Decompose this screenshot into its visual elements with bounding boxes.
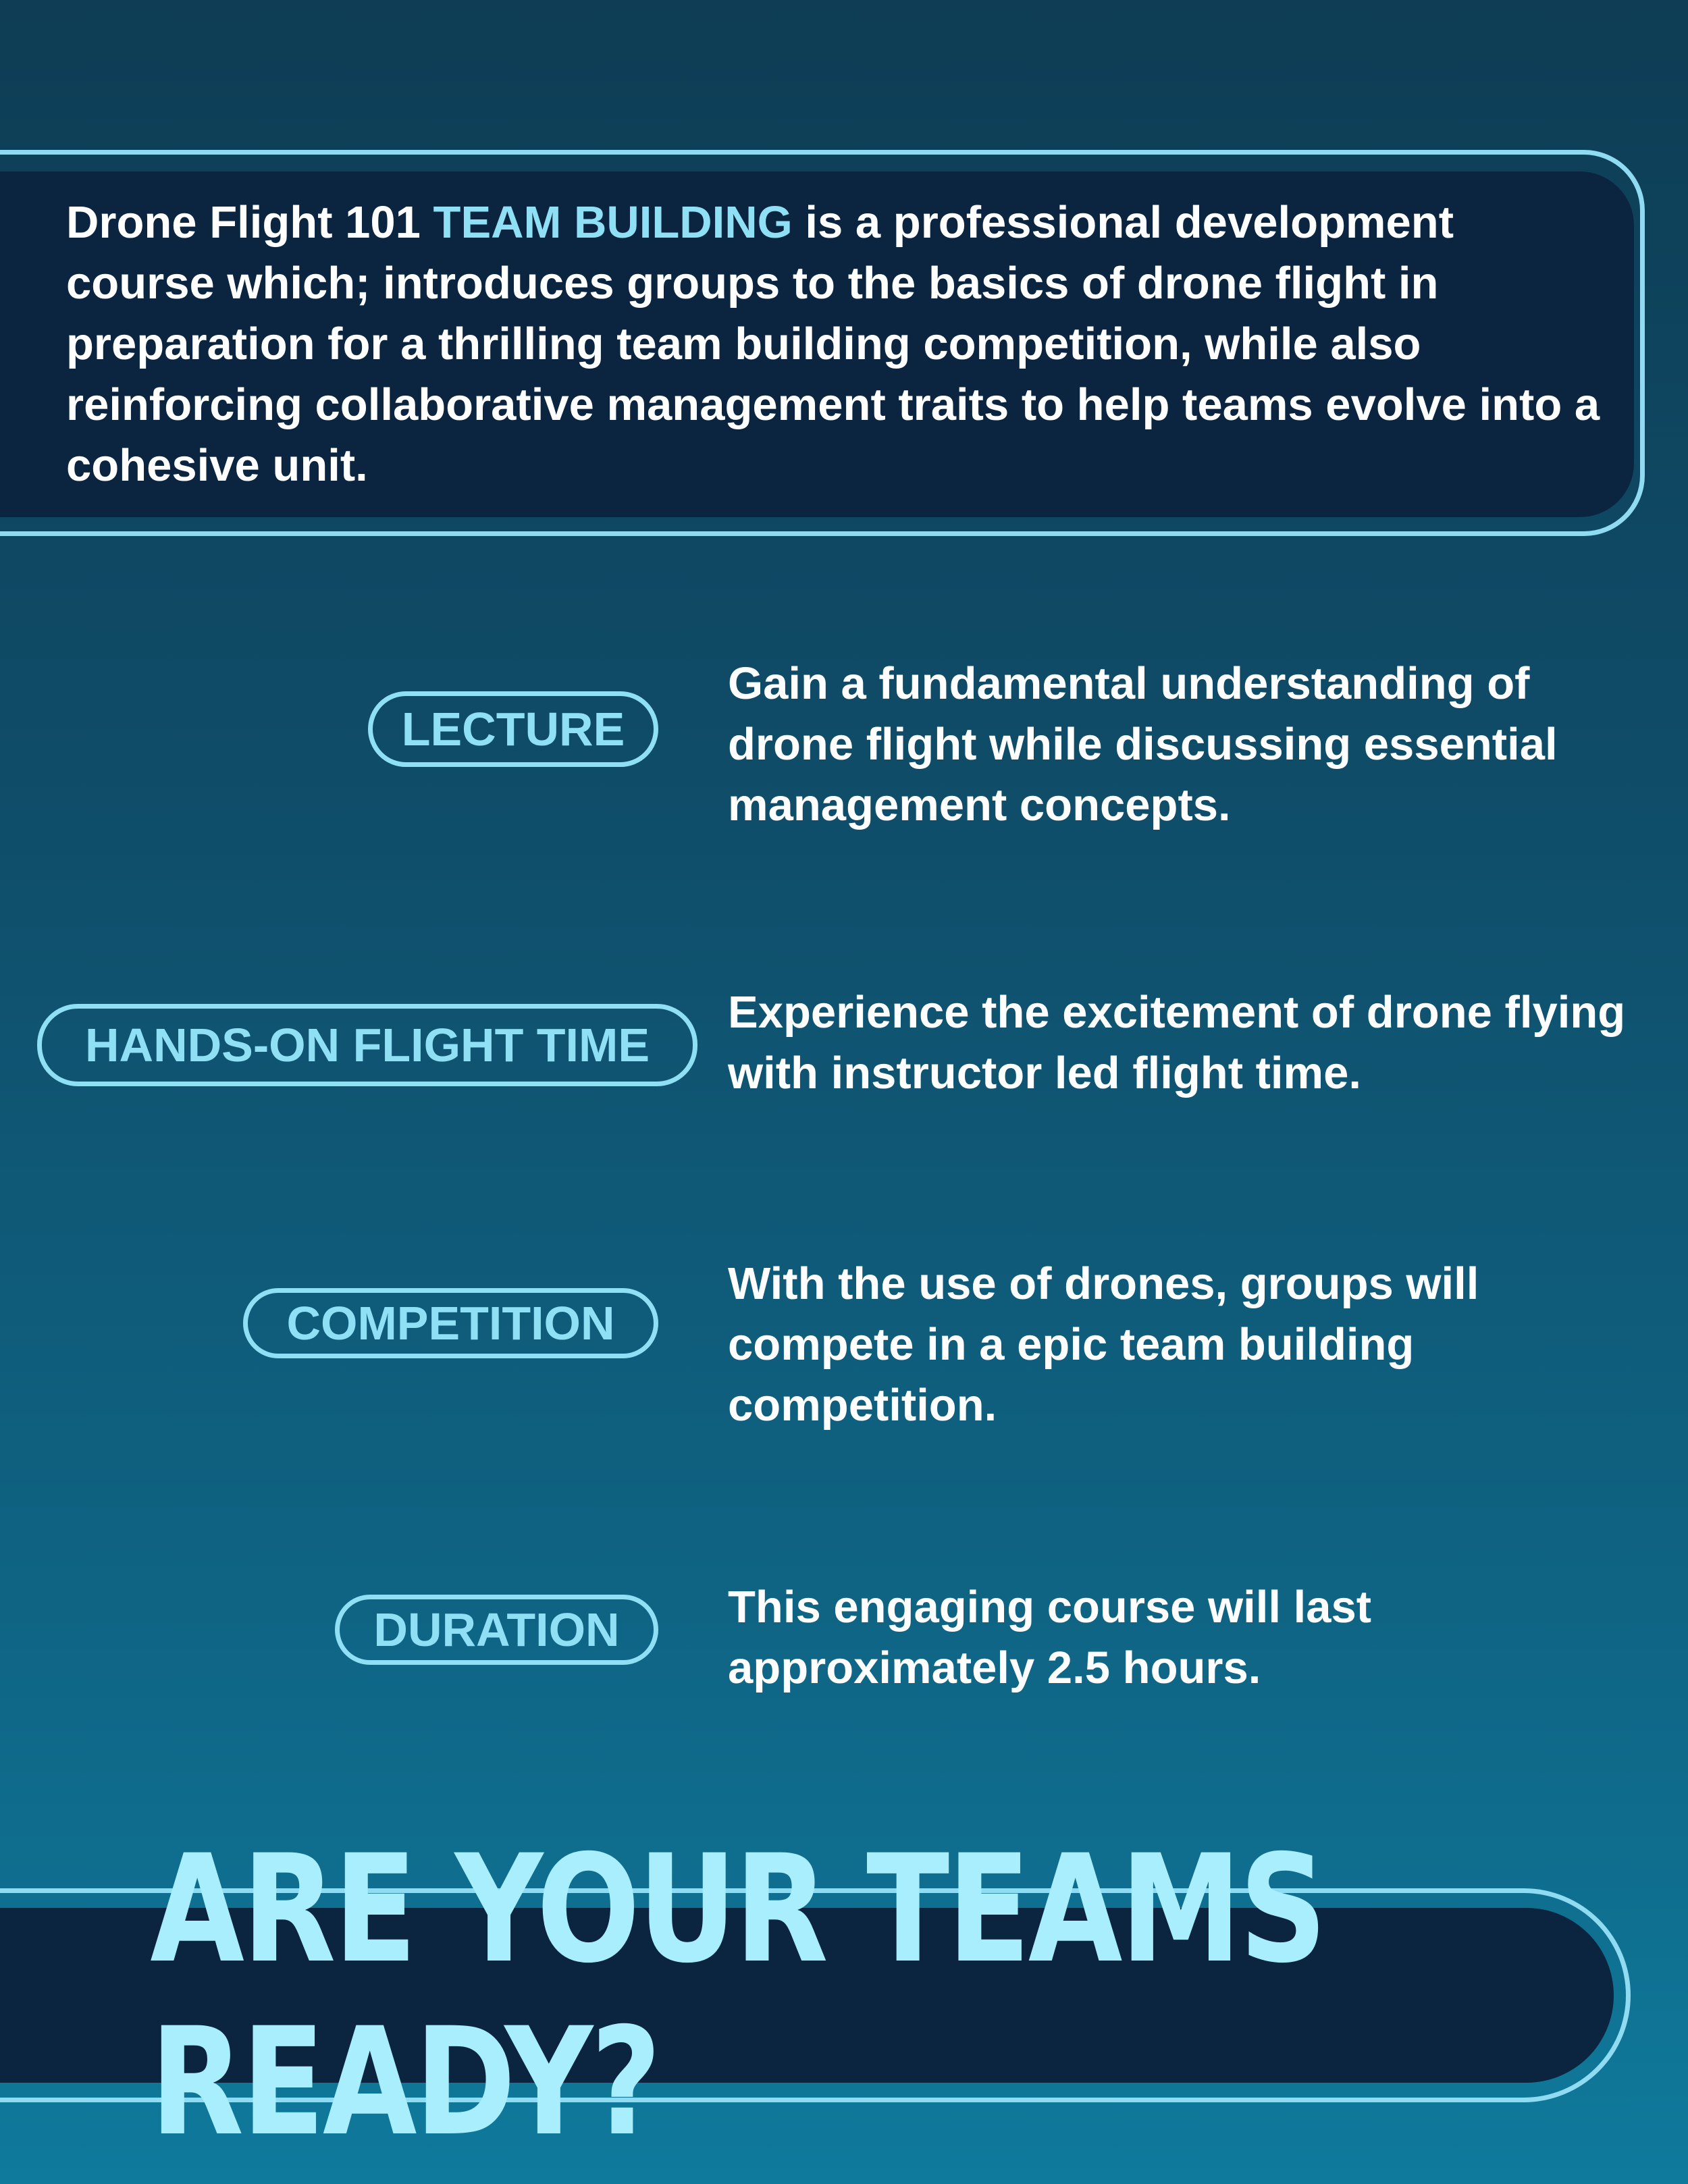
competition-label: COMPETITION [243,1288,658,1358]
duration-description: This engaging course will last approximately 2.5 hours. [728,1582,1372,1693]
duration-label: DURATION [335,1595,658,1665]
hands-on-flight-time-label: HANDS-ON FLIGHT TIME [37,1004,697,1086]
intro-lead: Drone Flight 101 [66,197,433,248]
lecture-label: LECTURE [368,691,658,767]
intro-paragraph [66,192,1612,496]
hands-on-flight-time-description: Experience the excitement of drone flying with instructor led flight time. [728,987,1626,1098]
intro-highlight: TEAM BUILDING [433,197,793,248]
competition-description: With the use of drones, groups will compete in a epic team building competition. [728,1258,1479,1431]
cta-headline: ARE YOUR TEAMS READY? [150,1822,1325,2168]
lecture-description: Gain a fundamental understanding of drone flight while discussing essential management concepts. [728,658,1558,830]
intro-rest: is a professional development course which; introduces groups to the basics of drone flight in preparation for a thrilling team building competition, while also reinforcing collaborative management traits to help teams evolve into a cohesive unit. [66,197,1600,491]
